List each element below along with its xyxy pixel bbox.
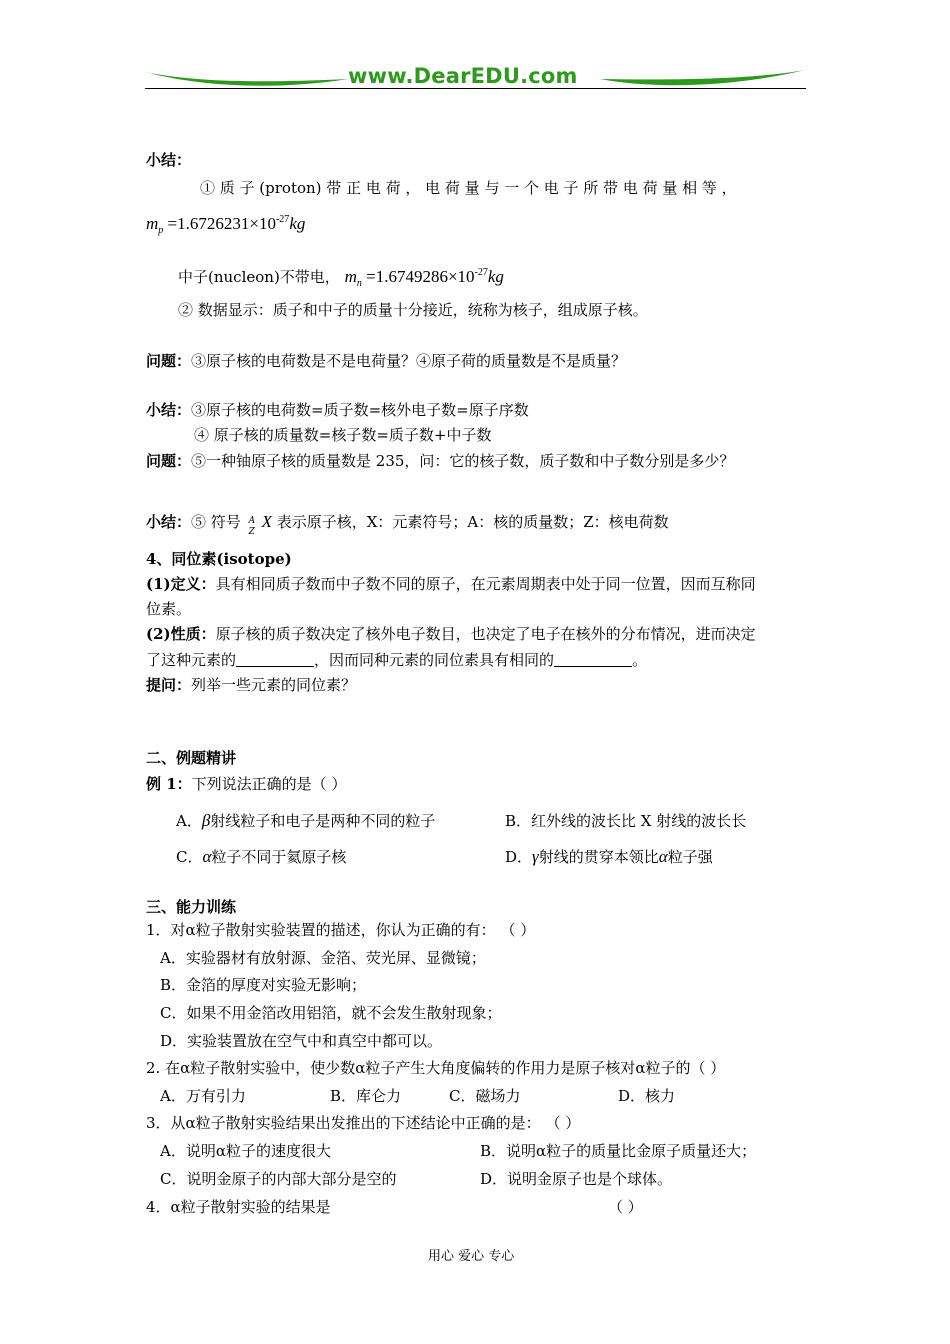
question-1-option-d: D．实验装置放在空气中和真空中都可以。 [160, 1032, 443, 1050]
blank-2 [554, 652, 632, 667]
proton-mass-formula: $m_p =1.6726231\times 10^{-27}kg$ [146, 214, 306, 236]
section-2-heading: 二、例题精讲 [146, 749, 237, 767]
header-right-swoosh [598, 66, 808, 90]
footer-text: 用心 爱心 专心 [428, 1249, 515, 1264]
question-1-stem: 1．对α粒子散射实验装置的描述，你认为正确的有： （ ） [146, 921, 536, 939]
isotope-ask: 提问：列举一些元素的同位素？ [146, 676, 357, 694]
question-2-option-d: D．核力 [618, 1087, 676, 1105]
summary-3: 小结：⑤ 符号 A Z X 表示原子核，X：元素符号；A：核的质量数；Z：核电荷数 [146, 512, 669, 537]
question-1-option-c: C．如果不用金箔改用铝箔，就不会发生散射现象； [160, 1004, 502, 1022]
question-1: 问题：③原子核的电荷数是不是电荷量？④原子荷的质量数是不是质量？ [146, 352, 627, 370]
question-1-option-b: B．金箔的厚度对实验无影响； [160, 976, 367, 994]
question-2-option-a: A．万有引力 [160, 1087, 246, 1105]
question-3-option-d: D．说明金原子也是个球体。 [480, 1170, 673, 1188]
blank-1 [236, 652, 314, 667]
summary-2-line1: 小结：③原子核的电荷数=质子数=核外电子数=原子序数 [146, 401, 529, 419]
question-2-option-b: B．库仑力 [330, 1087, 402, 1105]
isotope-property-line1: (2)性质：原子核的质子数决定了核外电子数目，也决定了电子在核外的分布情况，进而决定 [146, 625, 756, 643]
summary-2-line2: ④ 原子核的质量数=核子数=质子数+中子数 [194, 426, 492, 444]
summary-nucleon-text: ② 数据显示：质子和中子的质量十分接近，统称为核子，组成原子核。 [178, 301, 648, 319]
example-option-d: D．γ射线的贯穿本领比α粒子强 [505, 847, 713, 866]
header-logo: www.DearEDU.com [348, 64, 578, 88]
header-rule [145, 88, 806, 89]
question-1-option-a: A．实验器材有放射源、金箔、荧光屏、显微镜； [160, 949, 486, 967]
question-2-stem: 2. 在α粒子散射实验中，使少数α粒子产生大角度偏转的作用力是原子核对α粒子的（ ） [146, 1059, 726, 1077]
isotope-definition-line2: 位素。 [146, 600, 192, 618]
question-3-stem: 3．从α粒子散射实验结果出发推出的下述结论中正确的是： （ ） [146, 1114, 581, 1132]
question-3-option-a: A．说明α粒子的速度很大 [160, 1142, 331, 1160]
summary-proton-text: ① 质 子 (proton) 带 正 电 荷 ， 电 荷 量 与 一 个 电 子 所 带 电 荷 量 相 等 ， [200, 179, 737, 197]
example-option-a: A．β射线粒子和电子是两种不同的粒子 [176, 811, 436, 830]
header-left-swoosh [143, 66, 353, 90]
example-option-b: B．红外线的波长比 X 射线的波长长 [505, 812, 747, 830]
isotope-heading: 4、同位素(isotope) [146, 550, 292, 568]
question-4-stem: 4．α粒子散射实验的结果是 [146, 1198, 331, 1216]
example-1: 例 1：下列说法正确的是（ ） [146, 775, 347, 793]
neutron-line: 中子(nucleon)不带电， $m_n =1.6749286\times 10^{-27}kg$ [178, 267, 504, 289]
isotope-property-line2: 了这种元素的 ，因而同种元素的同位素具有相同的 。 [146, 651, 648, 669]
question-2-option-c: C．磁场力 [449, 1087, 521, 1105]
summary-label: 小结： [146, 151, 192, 169]
example-option-c: C．α粒子不同于氦原子核 [176, 847, 347, 866]
question-3-option-c: C．说明金原子的内部大部分是空的 [160, 1170, 397, 1188]
question-2: 问题：⑤一种铀原子核的质量数是 235，问：它的核子数，质子数和中子数分别是多少？ [146, 452, 735, 470]
question-4-answer-paren: （ ） [608, 1198, 643, 1216]
question-3-option-b: B．说明α粒子的质量比金原子质量还大； [480, 1142, 757, 1160]
section-3-heading: 三、能力训练 [146, 898, 237, 916]
isotope-definition-line1: (1)定义：具有相同质子数而中子数不同的原子，在元素周期表中处于同一位置，因而互称同 [146, 575, 756, 593]
